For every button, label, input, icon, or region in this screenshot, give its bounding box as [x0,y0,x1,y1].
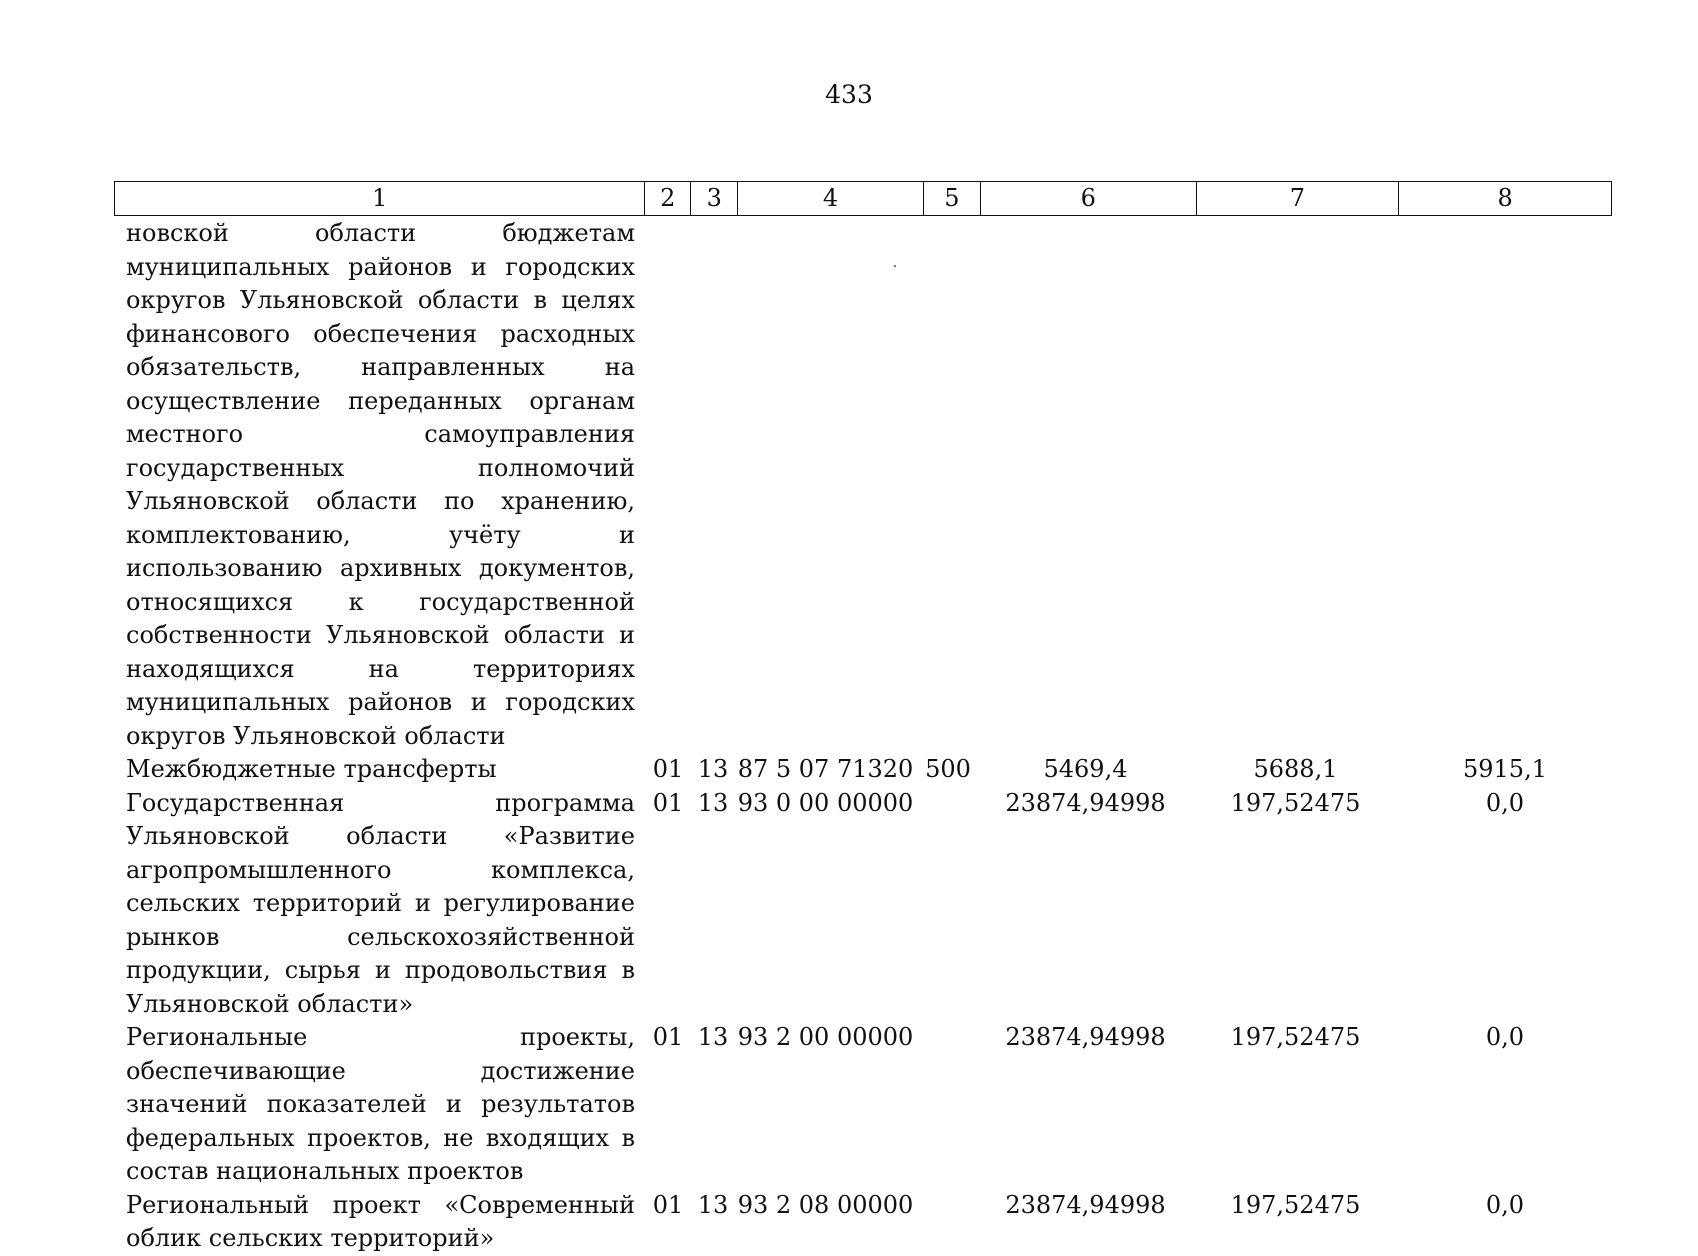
table-header [114,181,1612,216]
header-cell-6: 6 [981,182,1197,215]
table-row [114,1021,1612,1189]
row-vr: 500 [925,755,971,783]
header-cell-3: 3 [691,182,738,215]
row-value-6: 5469,4 [1043,755,1128,783]
row-csr: 93 0 00 00000 [737,788,914,817]
row-value-6: 23874,94998 [1005,1023,1166,1051]
row-value-8: 0,0 [1485,1190,1525,1219]
header-cell-7: 7 [1197,182,1400,215]
row-name: Межбюджетные трансферты [126,755,497,783]
row-rz: 01 [652,1190,684,1219]
row-value-7: 5688,1 [1253,755,1338,783]
table-body [114,217,1612,1256]
header-cell-8: 8 [1497,184,1513,212]
page-number: 433 [825,80,873,109]
row-value-8: 0,0 [1485,1023,1525,1051]
table-row [114,1189,1612,1256]
row-rz: 01 [652,1023,684,1051]
row-name: Региональные проекты, обеспечивающие достижение значений показателей и результатов федеральных проектов, не входящих в состав национальных проектов [126,1023,635,1185]
row-value-6: 23874,94998 [1005,1190,1166,1219]
header-cell-4: 4 [738,182,924,215]
row-value-8: 5915,1 [1463,755,1547,783]
header-cell-1: 1 [115,182,645,215]
row-pr: 13 [697,1023,729,1051]
row-value-6: 23874,94998 [1005,788,1166,817]
row-pr: 13 [697,755,729,783]
row-name: новской области бюджетам муниципальных районов и городских округов Ульяновской области в целях финансового обеспечения расходных обязательств, направленных на осуществление переданных органам местного самоуправления государственных полномочий Ульяновской области по хранению, комплектованию, учёту и использованию архивных документов, относящихся к государственной собственности Ульяновской области и находящихся на территориях муниципальных районов и городских округов Ульяновской области [126,219,635,750]
row-rz: 01 [652,755,684,783]
row-name: Региональный проект «Современный облик сельских территорий» [126,1190,635,1252]
row-value-7: 197,52475 [1230,1190,1361,1219]
row-csr: 87 5 07 71320 [737,755,914,783]
table-row [114,753,1612,787]
row-csr: 93 2 08 00000 [737,1190,914,1219]
table-row [114,217,1612,753]
row-pr: 13 [697,1190,729,1219]
header-cell-5: 5 [924,182,981,215]
row-value-8: 0,0 [1485,788,1525,817]
row-name: Государственная программа Ульяновской области «Развитие агропромышленного комплекса, сельских территорий и регулирование рынков сельскохозяйственной продукции, сырья и продовольствия в Ульяновской области» [126,788,635,1018]
row-value-7: 197,52475 [1230,788,1361,817]
row-rz: 01 [652,788,684,817]
row-csr: 93 2 00 00000 [737,1023,914,1051]
header-cell-2: 2 [645,182,691,215]
row-value-7: 197,52475 [1230,1023,1361,1051]
row-pr: 13 [697,788,729,817]
table-row [114,787,1612,1022]
